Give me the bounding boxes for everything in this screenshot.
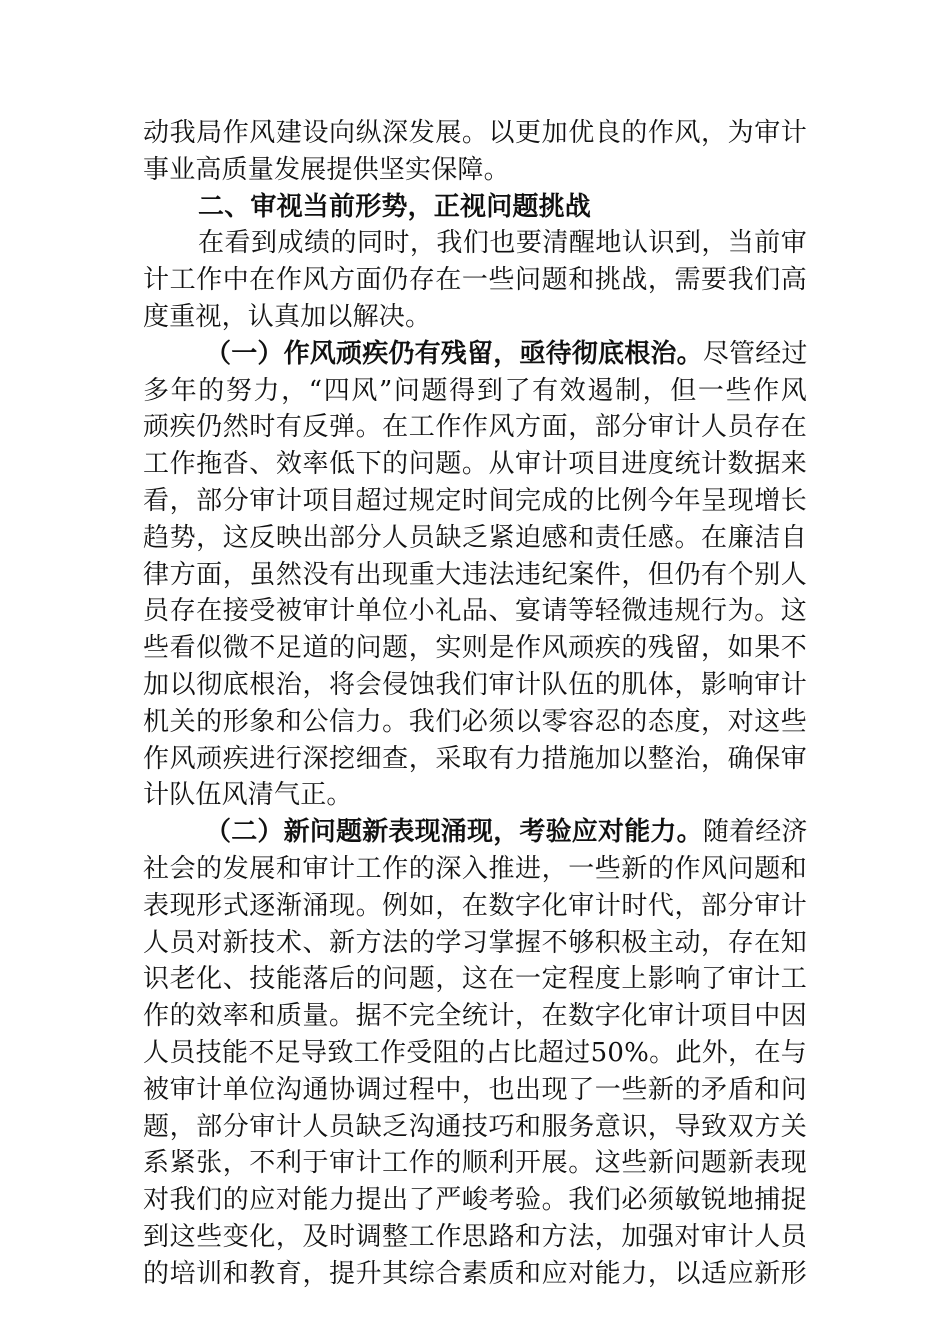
- paragraph-lead-line: [143, 814, 807, 851]
- subsection-title: （一）作风顽疾仍有残留，亟待彻底根治。: [205, 338, 703, 369]
- paragraph-line: 计工作中在作风方面仍存在一些问题和挑战，需要我们高: [143, 265, 807, 296]
- paragraph-line: 计队伍风清气正。: [143, 780, 353, 811]
- paragraph-line: 律方面，虽然没有出现重大违法违纪案件，但仍有个别人: [143, 559, 807, 590]
- paragraph-line: 多年的努力，“四风”问题得到了有效遏制，但一些作风: [143, 375, 807, 406]
- paragraph-line: 顽疾仍然时有反弹。在工作作风方面，部分审计人员存在: [143, 412, 807, 443]
- document-body: [143, 115, 807, 1293]
- paragraph-line: 趋势，这反映出部分人员缺乏紧迫感和责任感。在廉洁自: [143, 522, 807, 553]
- paragraph-line: 工作拖沓、效率低下的问题。从审计项目进度统计数据来: [143, 449, 807, 480]
- paragraph-line: 些看似微不足道的问题，实则是作风顽疾的残留，如果不: [143, 633, 807, 664]
- paragraph-line: 的培训和教育，提升其综合素质和应对能力，以适应新形: [143, 1258, 807, 1289]
- paragraph-line: 到这些变化，及时调整工作思路和方法，加强对审计人员: [143, 1221, 807, 1252]
- paragraph-line: 事业高质量发展提供坚实保障。: [143, 154, 510, 185]
- paragraph-line: 对我们的应对能力提出了严峻考验。我们必须敏锐地捕捉: [143, 1185, 807, 1216]
- paragraph-line: 人员技能不足导致工作受阻的占比超过50%。此外，在与: [143, 1037, 807, 1068]
- paragraph-line: 作的效率和质量。据不完全统计，在数字化审计项目中因: [143, 1001, 807, 1032]
- paragraph-line: 度重视，认真加以解决。: [143, 301, 432, 332]
- paragraph-line: 人员对新技术、新方法的学习掌握不够积极主动，存在知: [143, 927, 807, 958]
- paragraph-text: 随着经济: [702, 817, 808, 848]
- paragraph-line: 识老化、技能落后的问题，这在一定程度上影响了审计工: [143, 964, 807, 995]
- section-heading: 二、审视当前形势，正视问题挑战: [198, 191, 592, 222]
- paragraph-line: 社会的发展和审计工作的深入推进，一些新的作风问题和: [143, 853, 807, 884]
- paragraph-line: 被审计单位沟通协调过程中，也出现了一些新的矛盾和问: [143, 1074, 807, 1105]
- paragraph-line: 动我局作风建设向纵深发展。以更加优良的作风，为审计: [143, 118, 807, 148]
- paragraph-line: 题，部分审计人员缺乏沟通技巧和服务意识，导致双方关: [143, 1111, 807, 1142]
- paragraph-text: 尽管经过: [702, 338, 808, 369]
- subsection-title: （二）新问题新表现涌现，考验应对能力。: [205, 817, 703, 848]
- paragraph-line: 机关的形象和公信力。我们必须以零容忍的态度，对这些: [143, 706, 807, 737]
- paragraph-line: 系紧张，不利于审计工作的顺利开展。这些新问题新表现: [143, 1148, 807, 1179]
- paragraph-line: 在看到成绩的同时，我们也要清醒地认识到，当前审: [198, 228, 807, 259]
- paragraph-line: 作风顽疾进行深挖细查，采取有力措施加以整治，确保审: [143, 743, 807, 774]
- paragraph-lead-line: [143, 336, 807, 373]
- paragraph-line: 表现形式逐渐涌现。例如，在数字化审计时代，部分审计: [143, 890, 807, 921]
- paragraph-line: 加以彻底根治，将会侵蚀我们审计队伍的肌体，影响审计: [143, 669, 807, 700]
- paragraph-line: 员存在接受被审计单位小礼品、宴请等轻微违规行为。这: [143, 596, 807, 627]
- paragraph-line: 看，部分审计项目超过规定时间完成的比例今年呈现增长: [143, 485, 807, 516]
